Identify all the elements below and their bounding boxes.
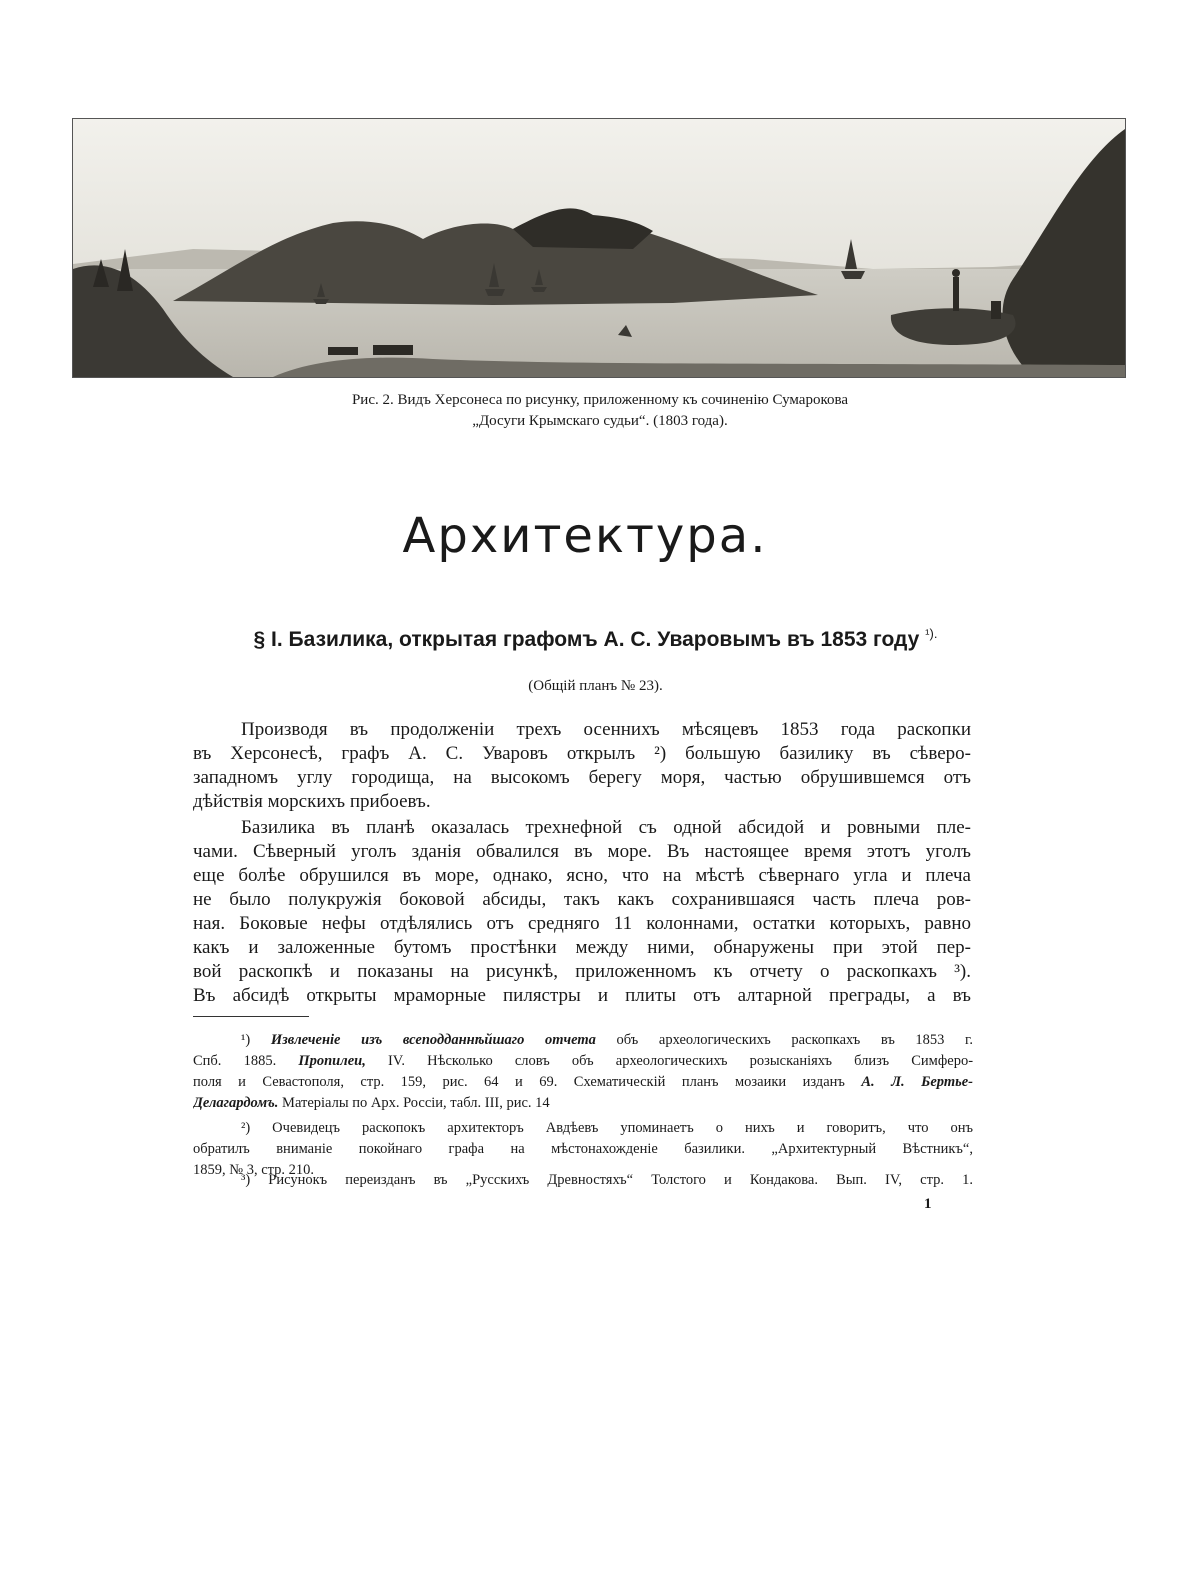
- footnote-separator: [193, 1016, 309, 1017]
- footnote-2-line: 1859, № 3, стр. 210.: [193, 1162, 315, 1178]
- figure-caption-line-2: „Досуги Крымскаго судьи“. (1803 года).: [472, 413, 728, 429]
- section-heading-text: § I. Базилика, открытая графомъ А. С. Уваровымъ въ 1853 году: [253, 628, 920, 651]
- footnote-text: Спб. 1885.: [193, 1053, 277, 1069]
- footnote-text: объ археологическихъ раскопкахъ въ 1853 г.: [616, 1032, 973, 1048]
- landscape-illustration: [73, 119, 1125, 377]
- footnote-italic: Извлеченіе изъ всеподданнѣйшаго отчета: [270, 1032, 596, 1048]
- footnote-italic: Делагардомъ.: [193, 1095, 279, 1111]
- chersonesos-engraving: [72, 118, 1126, 378]
- body-line: какъ и заложенные бутомъ простѣнки между ними, обнаружены при этой пер-: [193, 937, 971, 958]
- section-heading: [0, 626, 1191, 652]
- body-line: Въ абсидѣ открыты мраморные пилястры и плиты отъ алтарной преграды, а въ: [193, 985, 971, 1006]
- body-line: вой раскопкѣ и показаны на рисункѣ, приложенномъ къ отчету о раскопкахъ ³).: [193, 961, 971, 982]
- body-line: чами. Сѣверный уголъ зданія обвалился въ море. Въ настоящее время этотъ уголъ: [193, 841, 971, 862]
- footnote-text: IV. Нѣсколько словъ объ археологическихъ розысканіяхъ близъ Симферо-: [387, 1053, 973, 1069]
- body-line: еще болѣе обрушился въ море, однако, ясно, что на мѣстѣ сѣвернаго угла и плеча: [193, 865, 971, 886]
- footnote-text: Матеріалы по Арх. Россіи, табл. III, рис. 14: [282, 1095, 550, 1111]
- body-line: ная. Боковые нефы отдѣлялись отъ средняго 11 колоннами, остатки которыхъ, равно: [193, 913, 971, 934]
- footnote-2-line: обратилъ вниманіе покойнаго графа на мѣстонахожденіе базилики. „Архитектурный Вѣстникъ“,: [193, 1141, 973, 1157]
- body-line: Базилика въ планѣ оказалась трехнефной съ одной абсидой и ровными пле-: [241, 817, 971, 838]
- footnote-italic: А. Л. Бертье-: [861, 1074, 973, 1090]
- footnote-3-line: ³) Рисунокъ переизданъ въ „Русскихъ Древностяхъ“ Толстого и Кондакова. Вып. IV, стр. 1.: [241, 1172, 973, 1188]
- footnote-1-line: [193, 1072, 973, 1093]
- footnote-2-line: ²) Очевидецъ раскопокъ архитекторъ Авдѣевъ упоминаетъ о нихъ и говоритъ, что онъ: [241, 1120, 973, 1136]
- plan-reference: (Общій планъ № 23).: [528, 678, 663, 694]
- body-line: въ Херсонесѣ, графъ А. С. Уваровъ открылъ ²) большую базилику въ сѣверо-: [193, 743, 971, 764]
- footnote-marker: ¹): [241, 1032, 251, 1048]
- body-line: не было полукружія боковой абсиды, такъ какъ сохранившаяся часть плеча ров-: [193, 889, 971, 910]
- body-line: дѣйствія морскихъ прибоевъ.: [193, 791, 431, 812]
- page-number: 1: [924, 1196, 932, 1212]
- page-title: Архитектура.: [402, 508, 768, 564]
- footnote-italic: Пропилеи,: [298, 1053, 366, 1069]
- body-line: Производя въ продолженіи трехъ осеннихъ мѣсяцевъ 1853 года раскопки: [241, 719, 971, 740]
- footnote-1-line: [241, 1030, 973, 1051]
- footnote-ref-1: ¹).: [925, 626, 938, 641]
- figure-caption-line-1: Рис. 2. Видъ Херсонеса по рисунку, приложенному къ сочиненію Сумарокова: [351, 392, 849, 408]
- footnote-1-line: [193, 1051, 973, 1072]
- body-line: западномъ углу городища, на высокомъ берегу моря, частью обрушившемся отъ: [193, 767, 971, 788]
- footnote-1-line: [193, 1093, 973, 1114]
- footnote-text: поля и Севастополя, стр. 159, рис. 64 и 69. Схематическій планъ мозаики изданъ: [193, 1074, 845, 1090]
